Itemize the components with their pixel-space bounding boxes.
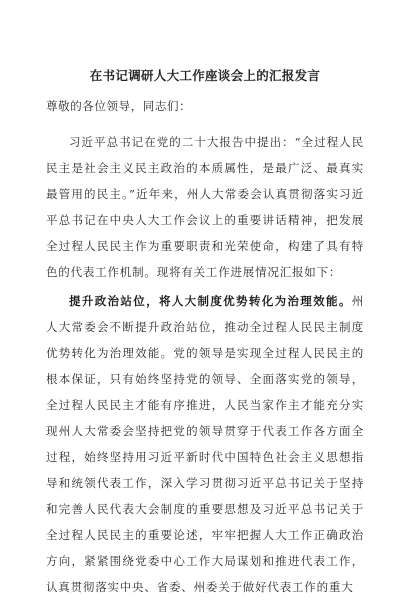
paragraph-political-stance — [46, 288, 364, 600]
document-title: 在书记调研人大工作座谈会上的汇报发言 — [89, 68, 321, 83]
salutation: 尊敬的各位领导，同志们： — [46, 99, 192, 113]
paragraph-body-text: 州人大常委会不断提升政治站位，推动全过程人民民主制度优势转化为治理效能。党的领导是实现全过程人民民主的根本保证，只有始终坚持党的领导、全面落实党的领导，全过程人民民主才能有序推进，人民当家作主才能充分实现州人大常委会坚持把党的领导贯穿于代表工作各方面全过程，始终坚持用习近平新时代中国特色社会主义思想指导和统领代表工作，深入学习贯彻习近平总书记关于坚持和完善人民代表大会制度的重要思想及习近平总书记关于全过程人民民主的重要论述，牢牢把握人大工作正确政治方向，紧紧围绕党委中心工作大局谋划和推进代表工作，认真贯彻落实中央、省委、州委关于做好代表工作的重大 — [46, 294, 364, 594]
paragraph-intro: 习近平总书记在党的二十大报告中提出：“全过程人民民主是社会主义民主政治的本质属性，是最广泛、最真实最管用的民主。”近年来，州人大常委会认真贯彻落实习近平总书记在中央人大工作会议上的重要讲话精神，把发展全过程人民民主作为重要职责和光荣使命，构建了具有特色的代表工作机制。现将有关工作进展情况汇报如下： — [46, 135, 364, 279]
paragraph-lead-heading: 提升政治站位，将人大制度优势转化为治理效能。 — [69, 294, 352, 308]
